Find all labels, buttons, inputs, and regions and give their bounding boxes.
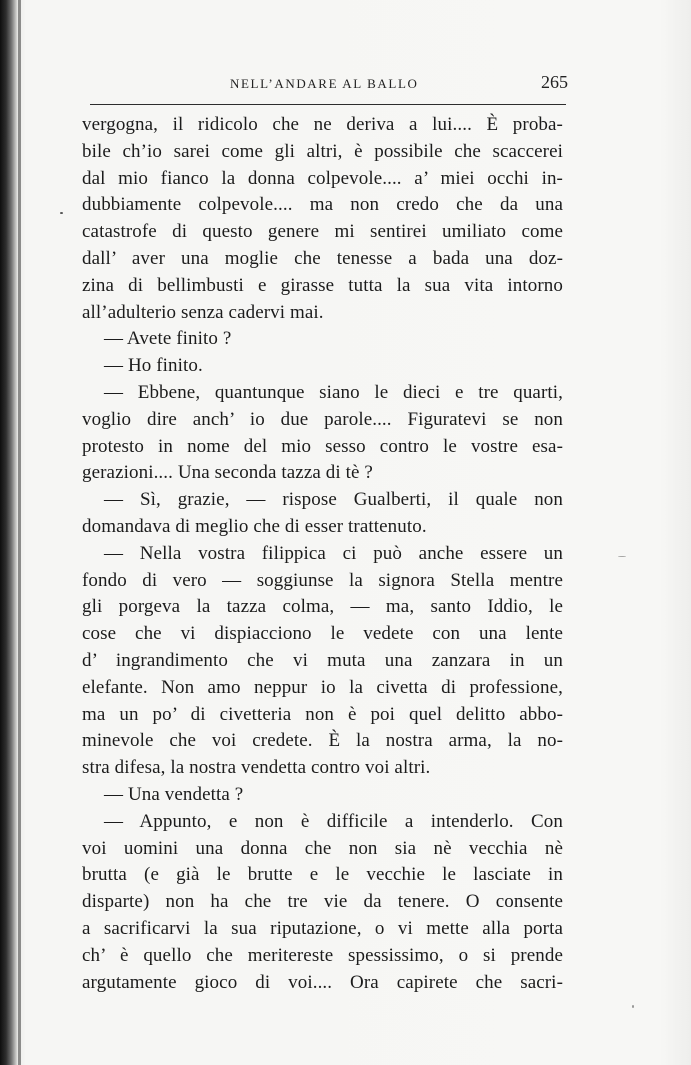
text-line: zina di bellimbusti e girasse tutta la sua vita intorno [82, 274, 563, 296]
text-line: brutta (e già le brutte e le vecchie le lasciate in [82, 864, 563, 886]
page-header [80, 70, 570, 100]
header-rule [90, 104, 566, 105]
text-line: stra difesa, la nostra vendetta contro voi altri. [82, 757, 431, 779]
text-line: catastrofe di questo genere mi sentirei umiliato come [82, 221, 563, 243]
text-line: dall’ aver una moglie che tenesse a bada una doz- [82, 247, 563, 269]
text-line: a sacrificarvi la sua riputazione, o vi mette alla porta [82, 917, 563, 939]
text-line: cose che vi dispiacciono le vedete con una lente [82, 623, 563, 645]
text-line: elefante. Non amo neppur io la civetta di professione, [82, 676, 563, 698]
text-line: fondo di vero — soggiunse la signora Stella mentre [82, 569, 563, 591]
dialogue-line: — Appunto, e non è difficile a intenderlo. Con [104, 810, 563, 832]
text-line: dal mio fianco la donna colpevole.... a’ miei occhi in- [82, 167, 563, 189]
text-line: ch’ è quello che meritereste spessissimo, o si prende [82, 944, 563, 966]
text-line: all’adulterio senza cadervi mai. [82, 301, 324, 323]
dialogue-line: — Sì, grazie, — rispose Gualberti, il quale non [104, 489, 563, 511]
text-line: gerazioni.... Una seconda tazza di tè ? [82, 462, 373, 484]
binding-edge [18, 0, 21, 1065]
dialogue-line: — Una vendetta ? [104, 783, 244, 805]
text-line: voglio dire anch’ io due parole.... Figuratevi se non [82, 408, 563, 430]
text-line: ma un po’ di civetteria non è poi quel delitto abbo- [82, 703, 563, 725]
text-line: gli porgeva la tazza colma, — ma, santo Iddio, le [82, 596, 563, 618]
text-line: protesto in nome del mio sesso contro le vostre esa- [82, 435, 563, 457]
paper-speck [60, 212, 63, 214]
running-head: NELL’ANDARE AL BALLO [230, 76, 419, 91]
text-line: bile ch’io sarei come gli altri, è possibile che scaccerei [82, 140, 563, 162]
paper-speck [618, 556, 626, 557]
dialogue-line: — Ho finito. [104, 355, 203, 377]
page-number: 265 [541, 72, 568, 92]
text-line: d’ ingrandimento che vi muta una zanzara in un [82, 649, 563, 671]
dialogue-line: — Nella vostra filippica ci può anche essere un [104, 542, 563, 564]
text-line: voi uomini una donna che non sia nè vecchia nè [82, 837, 563, 859]
dialogue-line: — Avete finito ? [104, 328, 232, 350]
text-line: argutamente gioco di voi.... Ora capirete che sacri- [82, 971, 563, 993]
text-line: minevole che voi credete. È la nostra arma, la no- [82, 730, 563, 752]
text-line: dubbiamente colpevole.... ma non credo che da una [82, 194, 563, 216]
body-text [82, 112, 563, 996]
dialogue-line: — Ebbene, quantunque siano le dieci e tre quarti, [104, 381, 563, 403]
text-line: vergogna, il ridicolo che ne deriva a lui.... È proba- [82, 114, 563, 135]
text-line: domandava di meglio che di esser trattenuto. [82, 515, 427, 537]
paper-speck [632, 1005, 634, 1008]
binding-shadow [0, 0, 18, 1065]
text-line: disparte) non ha che tre vie da tenere. O consente [82, 891, 563, 913]
